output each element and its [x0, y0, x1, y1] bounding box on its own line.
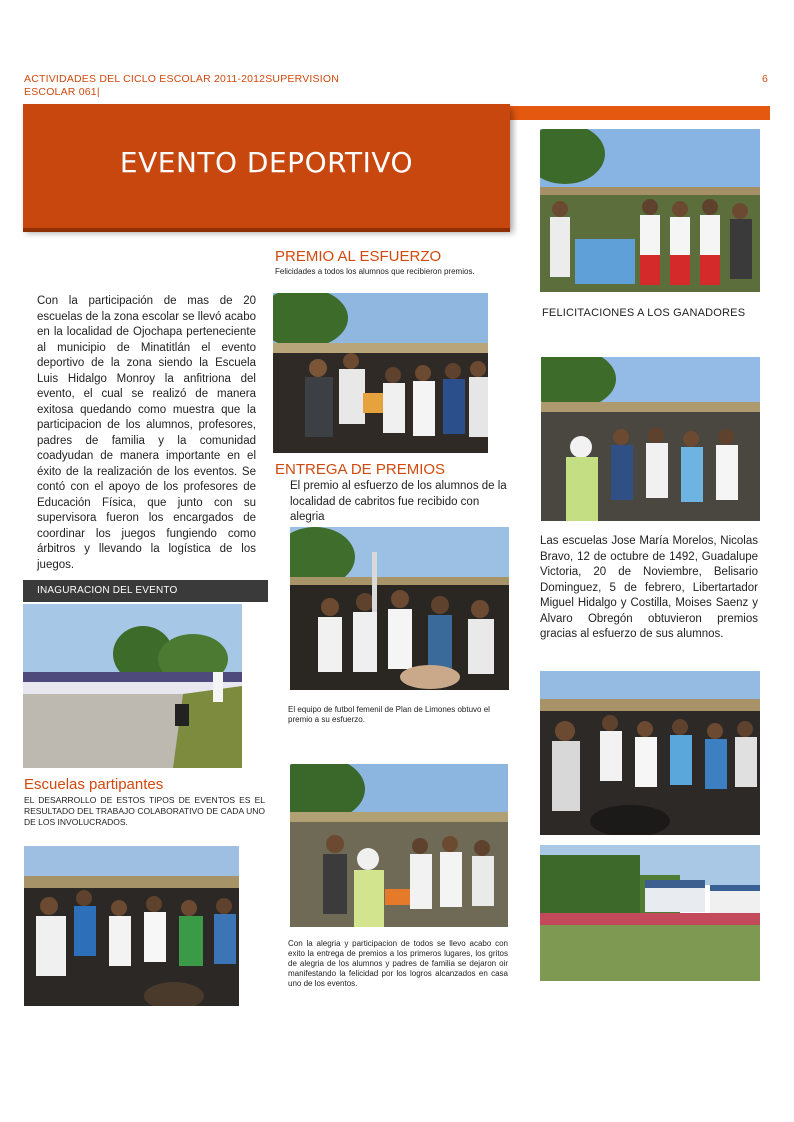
photo-premiacion: [540, 671, 760, 835]
photo-inauguracion: [23, 604, 242, 768]
photo-felicitaciones: [540, 129, 760, 292]
photo-entrega-premios: [290, 527, 509, 690]
photo-campo: [540, 845, 760, 981]
entrega-text: El premio al esfuerzo de los alumnos de la localidad de cabritos fue recibido con alegria: [290, 480, 507, 523]
photo-alegria: [290, 764, 508, 927]
running-header: ACTIVIDADES DEL CICLO ESCOLAR 2011-2012SUPERVISION ESCOLAR 061|: [24, 73, 340, 98]
premio-caption: Felicidades a todos los alumnos que recibieron premios.: [275, 267, 475, 276]
title-banner: [23, 104, 510, 228]
photo-escuelas-participantes: [24, 846, 239, 1006]
premio-heading: PREMIO AL ESFUERZO: [275, 248, 442, 265]
escuelas-text: EL DESARROLLO DE ESTOS TIPOS DE EVENTOS ES EL RESULTADO DEL TRABAJO COLABORATIVO DE CADA UNO DE LOS INVOLUCRADOS.: [24, 795, 265, 827]
futbol-caption: El equipo de futbol femenil de Plan de Limones obtuvo el premio a su esfuerzo.: [288, 705, 490, 724]
photo-premio-esfuerzo: [273, 293, 488, 453]
entrega-heading: ENTREGA DE PREMIOS: [275, 461, 446, 478]
escuelas-ganadoras-paragraph: Las escuelas Jose María Morelos, Nicolas Bravo, 12 de octubre de 1492, Guadalupe Victoria, 20 de Noviembre, Belisario Dominguez, 5 de febrero, Libertartador Miguel Hidalgo y Costilla, Moises Saenz y Alvaro Obregón obtuvieron premios gracias al esfuerzo de sus alumnos.: [540, 535, 758, 640]
inauguracion-label: INAGURACION DEL EVENTO: [23, 580, 268, 602]
page-number: 6: [762, 73, 769, 85]
escuelas-heading: Escuelas partipantes: [24, 776, 164, 793]
page-title: EVENTO DEPORTIVO: [119, 146, 414, 179]
alegria-caption: Con la alegria y participacion de todos se llevo acabo con exito la entrega de premios a los primeros lugares, los gritos de alegria de los alumnos y padres de familia se dejaron oir manifestando la felicidad por los logros alcanzados en casa uno de los eventos.: [288, 939, 508, 988]
photo-ganadores: [541, 357, 760, 521]
header-accent-bar: [510, 106, 770, 120]
intro-paragraph: Con la participación de mas de 20 escuelas de la zona escolar se llevó acabo en la localidad de Ojochapa perteneciente al municipio de Minatitlán el evento deportivo de la zona siendo la Escuela Luis Hidalgo Monroy la anfitriona del evento, el cual se realizó de manera exitosa quedando como muestra que la participacion de los alumnos, profesores, padres de familia y la comunidad coadyudan de manera importante en el éxito de la realización de los eventos. Se contó con el apoyo de los profesores de Educación Física, que junto con su supervisora fueron los encargados de coordinar los juegos fungiendo como árbitros y llevando la logística de los juegos.: [37, 295, 256, 571]
felicitaciones-label: FELICITACIONES A LOS GANADORES: [542, 307, 746, 319]
